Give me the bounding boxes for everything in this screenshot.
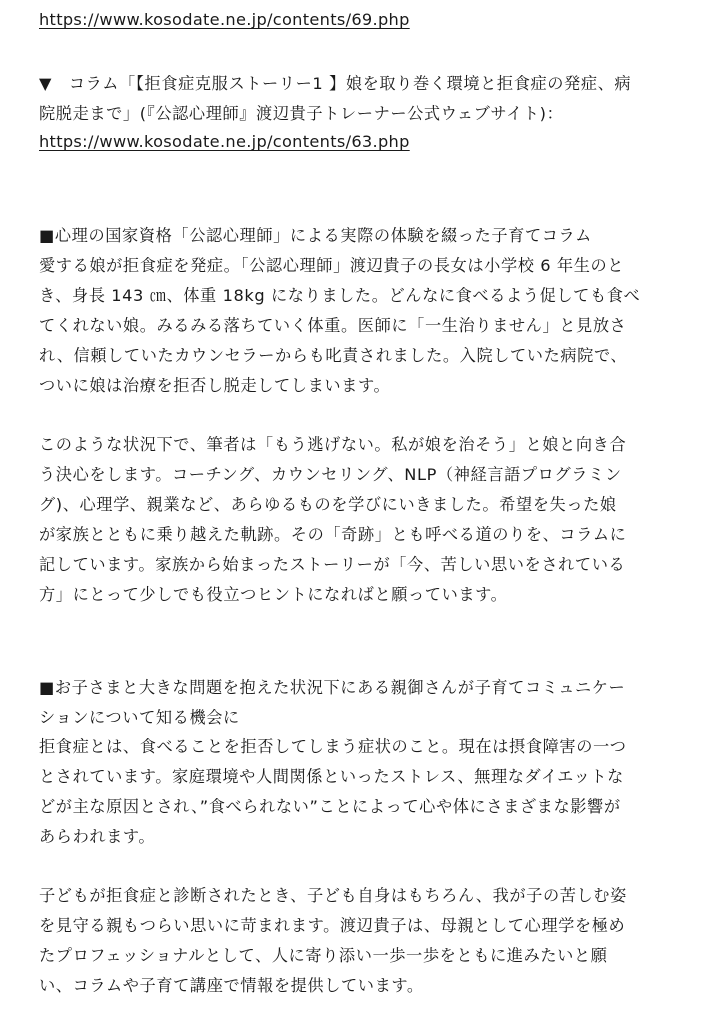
section2-para1-line: とされています。家庭環境や人間関係といったストレス、無理なダイエットな [39, 767, 624, 786]
section2-para2-line: たプロフェッショナルとして、人に寄り添い一歩一歩をともに進みたいと願 [39, 946, 608, 965]
section1-para2-line: グ)、心理学、親業など、あらゆるものを学びにいきました。希望を失った娘 [39, 495, 617, 514]
section1-para1-line: き、身長 143 ㎝、体重 18kg になりました。どんなに食べるよう促しても食べ [39, 286, 641, 305]
section1-para2-line: このような状況下で、筆者は「もう逃げない。私が娘を治そう」と娘と向き合 [39, 435, 627, 454]
section2-para2-line: 子どもが拒食症と診断されたとき、子ども自身はもちろん、我が子の苦しむ姿 [39, 886, 627, 905]
link-url-63[interactable]: https://www.kosodate.ne.jp/contents/63.php [39, 132, 410, 151]
section1-para2-line: が家族とともに乗り越えた軌跡。その「奇跡」とも呼べる道のりを、コラムに [39, 525, 627, 544]
section1-para1-line: ついに娘は治療を拒否し脱走してしまいます。 [39, 376, 391, 395]
section2-para1-line: 拒食症とは、食べることを拒否してしまう症状のこと。現在は摂食障害の一つ [39, 737, 627, 756]
section1-para2-line: う決心をします。コーチング、カウンセリング、NLP（神経言語プログラミン [39, 465, 622, 484]
section2-para1-line: どが主な原因とされ、”食べられない”ことによって心や体にさまざまな影響が [39, 797, 621, 816]
section1-para1-line: てくれない娘。みるみる落ちていく体重。医師に「一生治りません」と見放さ [39, 316, 627, 335]
link-url-69[interactable]: https://www.kosodate.ne.jp/contents/69.php [39, 10, 410, 29]
section2-heading: ■お子さまと大きな問題を抱えた状況下にある親御さんが子育てコミュニケー [39, 678, 626, 697]
section2-heading: ションについて知る機会に [39, 708, 240, 727]
section2-para2-line: い、コラムや子育て講座で情報を提供しています。 [39, 976, 424, 995]
section2-para2-line: を見守る親もつらい思いに苛まれます。渡辺貴子は、母親として心理学を極め [39, 916, 626, 935]
section2-para1-line: あらわれます。 [39, 827, 156, 846]
section1-para1-line: れ、信頼していたカウンセラーからも叱責されました。入院していた病院で、 [39, 346, 628, 365]
section1-para1-line: 愛する娘が拒食症を発症。「公認心理師」渡辺貴子の長女は小学校 6 年生のと [39, 256, 625, 275]
section1-para2-line: 方」にとって少しでも役立つヒントになればと願っています。 [39, 585, 508, 604]
column-note-line-1: ▼ コラム「【拒食症克服ストーリー1 】娘を取り巻く環境と拒食症の発症、病 [39, 74, 632, 93]
section1-heading: ■心理の国家資格「公認心理師」による実際の体験を綴った子育てコラム [39, 226, 592, 245]
column-note-line-2: 院脱走まで」(『公認心理師』渡辺貴子トレーナー公式ウェブサイト)： [39, 104, 564, 123]
section1-para2-line: 記しています。家族から始まったストーリーが「今、苦しい思いをされている [39, 555, 626, 574]
